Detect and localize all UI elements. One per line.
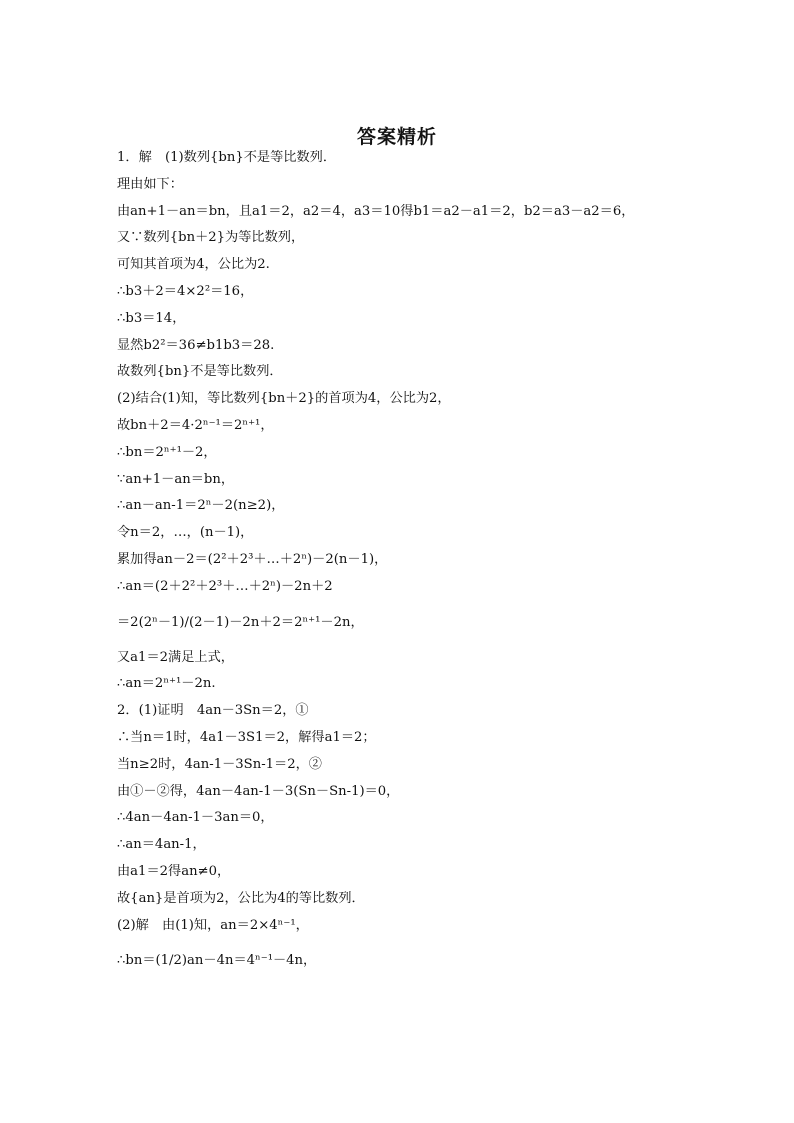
text-line: 1．解 (1)数列{bn}不是等比数列． [117, 150, 337, 165]
text-line: 故bn＋2＝4·2ⁿ⁻¹＝2ⁿ⁺¹， [117, 417, 274, 433]
text-line: 又a1＝2满足上式， [117, 649, 234, 665]
fraction-line: ∴bn＝(1/2)an－4n＝4ⁿ⁻¹－4n， [117, 953, 317, 969]
text-line: 又∵数列{bn＋2}为等比数列， [117, 230, 305, 246]
fraction-line: ＝2(2ⁿ－1)/(2－1)－2n＋2＝2ⁿ⁺¹－2n， [117, 614, 364, 630]
text-line: ∴an＝4an-1， [117, 837, 206, 853]
text-line: 当n≥2时，4an-1－3Sn-1＝2，② [117, 756, 322, 772]
text-line: ∴an＝2ⁿ⁺¹－2n. [117, 676, 216, 692]
text-line: 显然b2²＝36≠b1b3＝28. [117, 337, 275, 353]
page-title: 答案精析 [356, 126, 437, 148]
text-line: 令n＝2，…，(n－1)， [117, 525, 254, 541]
text-line: (2)解 由(1)知，an＝2×4ⁿ⁻¹， [117, 917, 309, 933]
text-line: 由an+1－an＝bn，且a1＝2，a2＝4，a3＝10得b1＝a2－a1＝2，b2＝a3－a2＝6， [117, 203, 635, 219]
text-line: 故{an}是首项为2，公比为4的等比数列． [117, 890, 365, 906]
text-line: (2)结合(1)知，等比数列{bn＋2}的首项为4，公比为2， [117, 391, 451, 407]
text-line: ∴4an－4an-1－3an＝0， [117, 810, 274, 826]
text-line: 由a1＝2得an≠0， [117, 863, 231, 879]
text-line: 可知其首项为4，公比为2. [117, 257, 270, 273]
text-line: ∵an+1－an＝bn， [117, 471, 235, 487]
text-line: ∴an－an-1＝2ⁿ－2(n≥2)， [117, 498, 285, 514]
text-line: 2．(1)证明 4an－3Sn＝2，① [117, 703, 309, 719]
text-line: 故数列{bn}不是等比数列． [117, 364, 283, 380]
text-line: ∴b3＋2＝4×2²＝16， [117, 283, 254, 299]
text-line: 理由如下： [117, 176, 183, 192]
text-line: ∴b3＝14， [117, 310, 186, 326]
text-line: ∴bn＝2ⁿ⁺¹－2， [117, 444, 217, 460]
text-line: 由①－②得，4an－4an-1－3(Sn－Sn-1)＝0， [117, 783, 400, 799]
answer-content [117, 145, 737, 983]
text-line: 累加得an－2＝(2²＋2³＋…＋2ⁿ)－2(n－1)， [117, 551, 388, 567]
text-line: ∴当n＝1时，4a1－3S1＝2，解得a1＝2； [117, 729, 376, 745]
text-line: ∴an＝(2＋2²＋2³＋…＋2ⁿ)－2n＋2 [117, 578, 333, 594]
